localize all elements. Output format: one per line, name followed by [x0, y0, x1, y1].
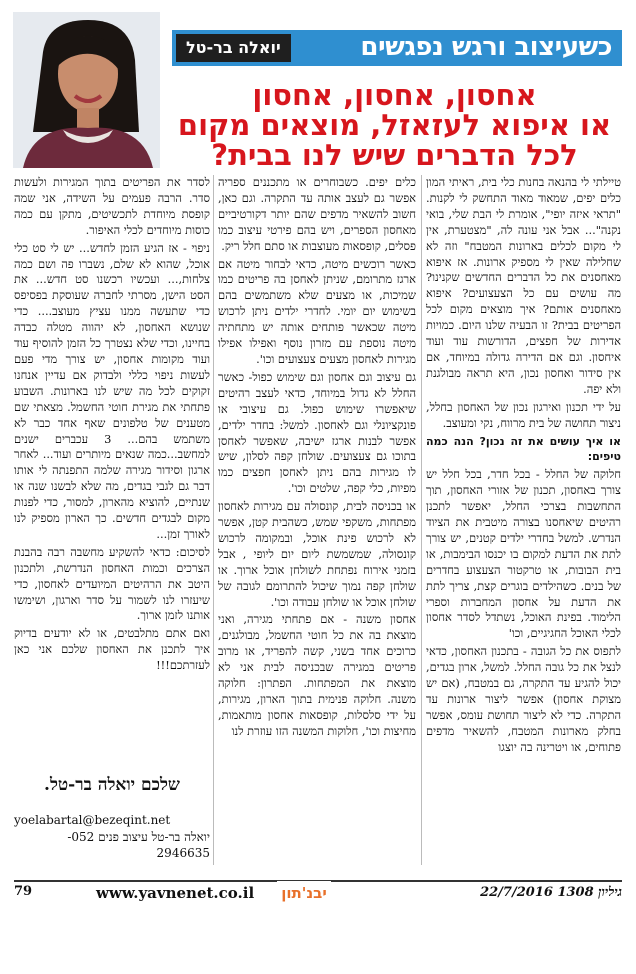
article-headline	[172, 80, 617, 170]
paragraph: כלים יפים. כשבוחרים או מתכננים ספריה אפשר גם לעצב אותה עד התקרה. וגם כאן, חשוב להשאיר מדפים שהם יותר דקורטיביים מאחסון הספרים, ויש בהם פירטי עיצוב כמו פסלים, קופסאות מעוצבות או סתם חלל ריק.	[218, 175, 416, 253]
page-number: 79	[14, 884, 33, 899]
author-email[interactable]: yoelabartal@bezeqint.net	[14, 813, 171, 827]
paragraph: לסדר את הפריטים בתוך המגירות ולעשות סדר. הרבה פעמים על השידה, אני שמה קופסת מיוחדת לתכשיטים, מתקן עם כמה כוסות מיוחדים לכלי האיפור.	[14, 175, 210, 237]
column-divider	[421, 175, 422, 865]
issue-date: גיליון 1308 22/7/2016	[480, 885, 622, 900]
paragraph: לסיכום: כדאי להשקיע מחשבה רבה בהבנת הצרכים וכמות האחסון הנדרשת, ולתכנון היטב את הרהיטים המיועדים לאחסון, כדי שיעזרו לנו לשמור על סדר וארגון, ושימשו אותנו לזמן ארוך.	[14, 544, 210, 623]
paragraph: טיילתי לי בהנאה בחנות כלי בית, ראיתי המון כלים יפים, שמאוד מאוד התחשק לי לקנות. "תראי איזה יופי", אומרת לי הבת שלי, בואי נקנה"... אבל אני עונה לה, "מצטערת, אין לי מקום לכלים בארונות המטבח" וזה לא שחלילה שאין לי מספיק ארונות. אז איפוא מאחסנים את כל הדברים החדשים שקנינו? מה עושים עם כל הצעצועים? איפוא מאחסנים אותם? איך מוצאים מקום לכל הפריטים בבית? זו הבעיה שלנו היום. כמויות אדירות של חפצים, הדורשות עוד ועוד איחסון. וגם אם הדירה גדולה במיוחד, אם אין סידור ואחסון נכון, היא תראה מבולגנת ולא יפה.	[426, 175, 621, 396]
paragraph: גם עיצוב וגם אחסון וגם שימוש כפול- כאשר החלל לא גדול במיוחד, כדאי לעצב רהיטים שיאפשרו שימוש כפול. גם עיצובי או פונקציונלי וגם לאחסון. למשל: בחדר ילדים, אפשר לבנות ארגז ישיבה, שאפשר לאחסן בתוכו גם צעצועים. שולחן קפה לסלון, שיש לו מגירות בהם ניתן לאחסן חפצים כמו מפיות, כלי קפה, שלטים וכו'.	[218, 369, 416, 496]
column-divider	[213, 175, 214, 865]
headline-line-1: אחסון, אחסון, אחסון	[252, 78, 537, 112]
paragraph: חלוקה של החלל - בכל חדר, בכל חלל יש צורך באחסון, תכנון של אזורי האחסון, תוך התחשבות בצרכי החלל, יאפשר לתכנן רהיטים שיאחסנו בצורה מיטבית את הציוד הנדרש. למשל בחדרי ילדים קטנים, יש צורך לתת את הדעת למקום בו יכנסו הבימבות, או בית הבובות, או טרקטור הצעצוע בחדרים של בנים. כשהילדים בוגרים קצת, צריך לתת את הדעת על אחסון המחברות וספרי הלימוד. בפינת האוכל, נשתדל לסדר אחסון לכלי האוכל החגיגיים, וכו'	[426, 467, 621, 641]
headline-line-3: לכל הדברים שיש לנו בבית?	[211, 138, 578, 172]
author-photo	[13, 12, 160, 168]
portrait-image	[13, 12, 160, 168]
tips-heading: או איך עושים את זה נכון? הנה כמה טיפים:	[426, 434, 621, 464]
yavnaton-logo	[277, 881, 331, 903]
paragraph: כאשר רוכשים מיטה, כדאי לבחור מיטה אם ארגז מתרומם, שניתן לאחסן בה פריטים כמו שמיכות, או מצעים שלא משתמשים בהם בשימוש יום יומי. לחדרי ילדים ניתן לרכוש מיטה שכאשר פותחים אותה יש מתחתיה מיטה נוספת עם מזרון נוסף ואפילו אפילו מגירות לאחסון מצעים צעצועים וכו'.	[218, 256, 416, 366]
website-link[interactable]: www.yavnenet.co.il	[96, 884, 255, 902]
logo-text: יבנ'תון	[281, 884, 327, 902]
author-contact	[14, 829, 210, 861]
text-column-1	[426, 175, 621, 865]
author-signoff: שלכם יואלה בר-טל.	[44, 775, 180, 795]
paragraph: או בכניסה לבית, קונסולה עם מגירות לאחסון מפתחות, משקפי שמש, כשהבית קטן, אפשר לא לרכוש פינת אוכל, ובמקומה לרכוש קונסולה, שמשמשת ליום יום ליופי , אבל בזמני אירוח נפתחת לשולחן אוכל ארוך. או שולחן קפה נמוך שיכול להתרומם לגובה של שולחן אוכל או שולחן עבודה וכו'.	[218, 499, 416, 609]
contact-line: יואלה בר-טל עיצוב פנים 052-	[67, 830, 210, 844]
header-author: יואלה בר-טל	[176, 34, 291, 62]
paragraph: אחסון משנה - אם פתחתי מגירה, ואני מוצאת בה את כל חוטי החשמל, מבולגנים, כרוכים אחד בשני, קשה להפריד, או מרוב פריטים במגירה שבכניסה לבית אני לא מוצאת את המפתחות. הפתרון: חלוקה משנה. חלוקה פנימית בתוך הארון, מגירות, על ידי סלסלות, קופסאות אחסון מותאמות, מחיצות וכו', חלוקות המשנה הזו עוזרת לנו	[218, 612, 416, 738]
text-column-3	[14, 175, 210, 815]
contact-phone: 2946635	[156, 846, 210, 860]
column-header-band	[172, 30, 622, 66]
paragraph: ניפוי - אז הגיע הזמן לחדש... יש לי סט כלי אוכל, שהוא לא שלם, נשברו פה ושם כמה צלחות,... ועכשיו רכשנו סט חדש... את הסט הישן, מסרתי לחברה שעוסקת בפסיפס כדי שתעשה ממנו עציץ מעוצב.... כדי שנושא האחסון, לא יהווה מטלה כבדה בחיינו, וכדי שלא נצטרך כל הזמן להוסיף עוד ועוד מקומות אחסון, יש צורך מדי פעם לעשות ניפוי כללי ולבדוק אם עדיין אנחנו זקוקים לכל מה שיש לנו בארונות. השבוע פתחתי את מגירת חוטי החשמל. מצאתי שם מטענים של טלפונים שאף אחד כבר לא משתמש בהם... 3 עכברים ישנים למחשב...כמה שנאים מיותרים ועוד... לאחר ארגון וסידור מגירה שלמה התפנתה לי אותו דבר גם לגבי בגדים, מה שלא לבשנו שנה או שנתיים, להוציא מהארון, למסור, כדי לפנות מקום לבגדים חדשים. כך הארון מספיק לנו לאורך זמן...	[14, 240, 210, 541]
paragraph: על ידי תכנון ואירגון נכון של האחסון בחלל, ניצור תחושה של בית מרווח, נקי ומעוצב.	[426, 399, 621, 430]
paragraph: לתפוס את כל הגובה - בתכנון האחסון, כדאי לנצל את כל גובה החלל. למשל, ארון בגדים, יכול להגיע עד התקרה, גם במטבח, (אם יש מצוקת אחסון) אפשר ליצור ארונות עד התקרה. כדי לא ליצור תחושת עומס, אפשר בחלק מארונות המטבח, להשאיר מדפים פתוחים, או ויטרינה בה יוצגו	[426, 644, 621, 754]
headline-line-2: או איפוא לעזאזל, מוצאים מקום	[177, 108, 612, 142]
column-title: כשעיצוב ורגש נפגשים	[360, 32, 612, 62]
text-column-2	[218, 175, 416, 865]
paragraph: ואם אתם מתלבטים, או לא יודעים בדיוק איך לתכנן את האחסון שלכם אני כאן לעזרתכם!!!	[14, 626, 210, 673]
